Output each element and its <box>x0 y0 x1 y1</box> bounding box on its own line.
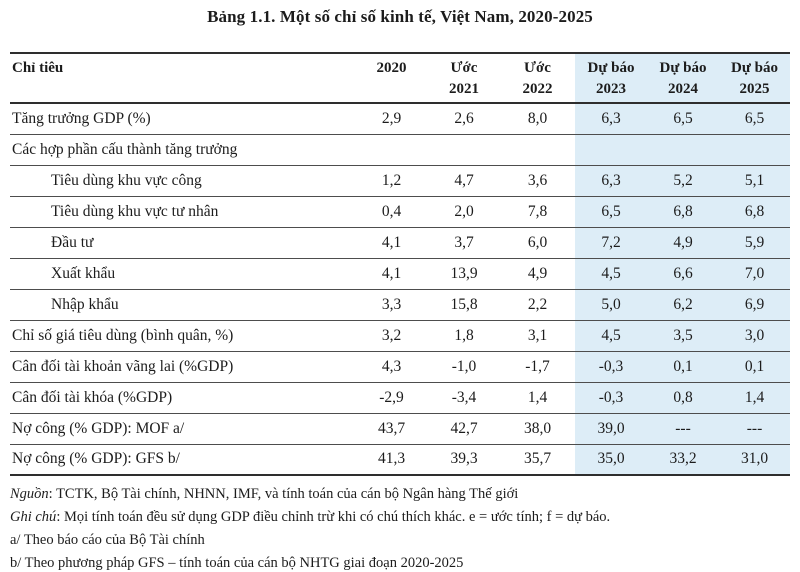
row-label-cell: Nhập khẩu <box>51 295 119 313</box>
table-row <box>10 258 790 289</box>
value-cell: 6,0 <box>527 233 548 251</box>
row-label-cell: Nợ công (% GDP): GFS b/ <box>12 450 180 468</box>
value-cell: 6,3 <box>575 103 647 134</box>
value-cell: 1,4 <box>527 388 548 406</box>
footnote-b: b/ Theo phương pháp GFS – tính toán của cán bộ NHTG giai đoạn 2020-2025 <box>10 555 464 571</box>
footnote-source-label: Nguồn <box>10 486 49 502</box>
value-cell: 35,0 <box>575 444 647 475</box>
table-header-row <box>10 53 790 103</box>
value-cell: 38,0 <box>523 419 552 437</box>
table-row <box>10 413 790 444</box>
table-row <box>10 289 790 320</box>
row-label-cell: Cân đối tài khóa (%GDP) <box>12 388 173 406</box>
header-cell-indicator: Chỉ tiêu <box>12 60 64 76</box>
table-row <box>10 134 790 165</box>
value-cell: 4,3 <box>381 357 402 375</box>
table-row <box>10 227 790 258</box>
value-cell: 3,6 <box>527 171 548 189</box>
row-label-cell: Tiêu dùng khu vực công <box>51 171 202 189</box>
value-cell: -2,9 <box>379 388 404 406</box>
table-body <box>10 103 790 475</box>
table-row <box>10 196 790 227</box>
value-cell: 1,2 <box>381 171 402 189</box>
header-cell-2024: Dự báo 2024 <box>647 53 719 103</box>
header-cell-2025: Dự báo 2025 <box>719 53 790 103</box>
value-cell: 6,5 <box>719 103 790 134</box>
value-cell: 0,4 <box>381 202 402 220</box>
footnote-note-label: Ghi chú <box>10 509 57 525</box>
value-cell: 4,1 <box>381 264 402 282</box>
economic-indicators-table-wrap <box>10 52 790 476</box>
value-cell: 6,5 <box>575 196 647 227</box>
value-cell <box>719 134 790 165</box>
value-cell: 1,8 <box>454 326 474 344</box>
row-label-cell: Chỉ số giá tiêu dùng (bình quân, %) <box>12 326 234 344</box>
value-cell: 6,3 <box>575 165 647 196</box>
table-row <box>10 444 790 475</box>
value-cell: 42,7 <box>450 419 478 437</box>
value-cell: 8,0 <box>527 109 548 127</box>
footnote-source <box>10 483 790 506</box>
value-cell: 4,9 <box>527 264 548 282</box>
row-label-cell: Các hợp phần cấu thành tăng trưởng <box>12 140 238 158</box>
value-cell: 41,3 <box>377 450 406 468</box>
value-cell: 1,4 <box>719 382 790 413</box>
value-cell: 6,2 <box>647 289 719 320</box>
row-label-cell: Tăng trưởng GDP (%) <box>12 109 151 127</box>
value-cell: 3,3 <box>381 295 402 313</box>
value-cell: 7,2 <box>575 227 647 258</box>
value-cell <box>575 134 647 165</box>
value-cell: --- <box>719 413 790 444</box>
page-title: Bảng 1.1. Một số chỉ số kinh tế, Việt Nam, 2020-2025 <box>207 7 593 26</box>
footnote-source-text: : TCTK, Bộ Tài chính, NHNN, IMF, và tính toán của cán bộ Ngân hàng Thế giới <box>48 486 519 502</box>
value-cell: 4,1 <box>381 233 402 251</box>
table-row <box>10 382 790 413</box>
header-cell-2022: Ước 2022 <box>522 60 553 97</box>
value-cell: 5,1 <box>719 165 790 196</box>
table-row <box>10 320 790 351</box>
value-cell: 6,8 <box>647 196 719 227</box>
value-cell: 3,1 <box>527 326 548 344</box>
value-cell: --- <box>647 413 719 444</box>
footnote-note <box>10 506 790 529</box>
value-cell <box>647 134 719 165</box>
value-cell: -3,4 <box>451 388 477 406</box>
value-cell: 4,5 <box>575 320 647 351</box>
value-cell: 5,0 <box>575 289 647 320</box>
value-cell: 31,0 <box>719 444 790 475</box>
row-label-cell: Cân đối tài khoản vãng lai (%GDP) <box>12 357 234 375</box>
value-cell: 0,1 <box>719 351 790 382</box>
value-cell: 13,9 <box>450 264 478 282</box>
value-cell: 3,2 <box>381 326 402 344</box>
value-cell: -1,7 <box>525 357 550 375</box>
value-cell: 0,8 <box>647 382 719 413</box>
row-label-cell: Nợ công (% GDP): MOF a/ <box>12 419 185 437</box>
value-cell: 6,8 <box>719 196 790 227</box>
row-label-cell: Xuất khẩu <box>51 264 116 282</box>
value-cell: 4,9 <box>647 227 719 258</box>
table-row <box>10 351 790 382</box>
value-cell: 6,9 <box>719 289 790 320</box>
value-cell: 6,6 <box>647 258 719 289</box>
footnotes <box>10 483 790 572</box>
value-cell: 6,5 <box>647 103 719 134</box>
value-cell: 39,3 <box>450 450 478 468</box>
value-cell: 4,5 <box>575 258 647 289</box>
value-cell <box>355 134 428 165</box>
value-cell: 0,1 <box>647 351 719 382</box>
value-cell: 3,7 <box>454 233 474 251</box>
row-label-cell: Đầu tư <box>51 233 94 251</box>
table-row <box>10 103 790 134</box>
value-cell: -0,3 <box>575 351 647 382</box>
value-cell <box>428 134 500 165</box>
value-cell: 4,7 <box>454 171 474 189</box>
table-row <box>10 165 790 196</box>
economic-indicators-table <box>10 52 790 476</box>
value-cell: 5,9 <box>719 227 790 258</box>
header-cell-2023: Dự báo 2023 <box>575 53 647 103</box>
value-cell: 33,2 <box>647 444 719 475</box>
value-cell: -0,3 <box>575 382 647 413</box>
value-cell: 2,0 <box>454 202 474 220</box>
value-cell: 35,7 <box>523 450 552 468</box>
value-cell: 2,9 <box>381 109 402 127</box>
header-cell-2020: 2020 <box>376 60 407 76</box>
value-cell <box>500 134 575 165</box>
value-cell: 7,8 <box>527 202 548 220</box>
value-cell: 39,0 <box>575 413 647 444</box>
value-cell: 5,2 <box>647 165 719 196</box>
footnote-a: a/ Theo báo cáo của Bộ Tài chính <box>10 532 205 548</box>
value-cell: -1,0 <box>451 357 477 375</box>
value-cell: 2,2 <box>527 295 548 313</box>
footnote-note-text: : Mọi tính toán đều sử dụng GDP điều chỉnh trừ khi có chú thích khác. e = ước tính; f = dự báo. <box>56 509 611 525</box>
header-cell-2021: Ước 2021 <box>449 60 479 97</box>
value-cell: 3,0 <box>719 320 790 351</box>
value-cell: 2,6 <box>454 109 474 127</box>
value-cell: 43,7 <box>377 419 406 437</box>
row-label-cell: Tiêu dùng khu vực tư nhân <box>51 202 219 220</box>
value-cell: 3,5 <box>647 320 719 351</box>
value-cell: 15,8 <box>450 295 478 313</box>
value-cell: 7,0 <box>719 258 790 289</box>
